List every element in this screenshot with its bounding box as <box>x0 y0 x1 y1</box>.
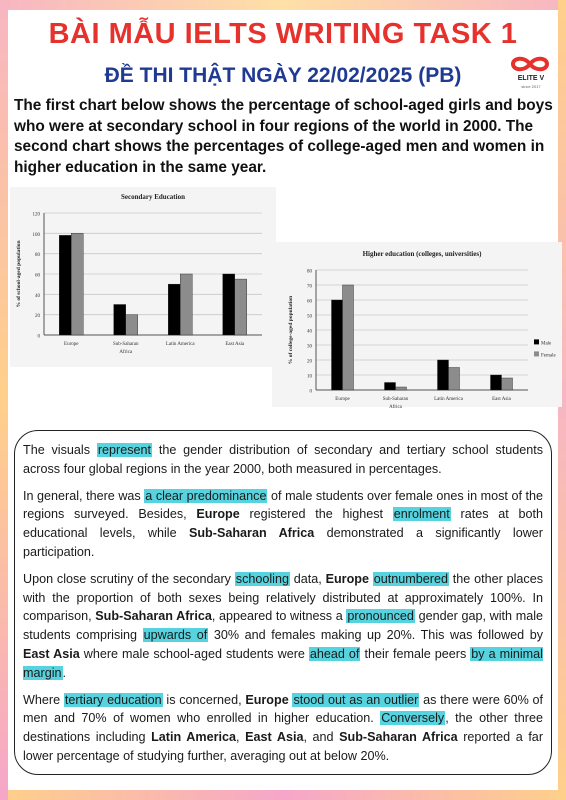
highlighted-phrase: schooling <box>235 571 289 586</box>
chart-title: Higher education (colleges, universities) <box>362 250 482 258</box>
x-tick-label: Africa <box>119 350 133 355</box>
essay-paragraph-1 <box>23 441 543 479</box>
x-tick-label: Europe <box>64 342 79 347</box>
bar-male <box>385 383 396 391</box>
essay-text: , <box>236 730 246 745</box>
essay-paragraph-4 <box>23 691 543 766</box>
essay-paragraph-3 <box>23 570 543 683</box>
bold-region-name: Europe <box>245 692 289 707</box>
decorative-border-top <box>0 0 566 10</box>
essay-text: registered the highest <box>239 507 393 522</box>
page-title: BÀI MẪU IELTS WRITING TASK 1 <box>48 18 518 50</box>
y-tick-label: 10 <box>307 374 312 380</box>
essay-text: data, <box>289 571 326 586</box>
essay-text: as there were 60% of men and 70% of women who enrolled in higher education. <box>23 692 544 726</box>
page-subtitle: ĐỀ THI THẬT NGÀY 22/02/2025 (PB) <box>104 64 462 87</box>
bar-female <box>502 378 513 390</box>
bar-series-1 <box>59 235 71 335</box>
bar-series-2 <box>126 315 138 335</box>
highlighted-phrase: enrolment <box>393 507 450 522</box>
y-tick-label: 120 <box>32 212 40 218</box>
essay-text: their female peers <box>360 646 471 661</box>
y-tick-label: 50 <box>307 314 312 320</box>
brand-tagline: since 2017 <box>521 84 541 89</box>
bar-female <box>449 368 460 391</box>
brand-name: ELITE V <box>517 75 545 82</box>
bar-male <box>332 300 343 390</box>
legend-label: Male <box>541 341 552 347</box>
higher-education-chart <box>272 242 562 410</box>
bar-series-2 <box>71 233 83 335</box>
essay-text: , the other three destinations including <box>23 711 543 745</box>
x-tick-label: East Asia <box>492 397 511 402</box>
essay-text: the other places with the proportion of both sexes being relatively distributed at approximately 100%. In comparison, <box>23 571 543 624</box>
bold-region-name: Sub-Saharan Africa <box>95 609 212 624</box>
bold-region-name: East Asia <box>23 646 80 661</box>
y-tick-label: 40 <box>35 293 40 299</box>
x-tick-label: Africa <box>389 405 402 410</box>
bar-series-1 <box>168 284 180 335</box>
highlighted-phrase: tertiary education <box>64 692 162 707</box>
essay-text: demonstrated a significantly lower participation. <box>23 526 544 559</box>
y-axis-label: % of school-aged population <box>16 240 22 308</box>
secondary-education-chart <box>10 187 276 367</box>
task-prompt: The first chart below shows the percentage of school-aged girls and boys who were at secondary school in four regions of the world in 2000. The second chart shows the percentages of college-aged men and women in higher education in the same year. <box>14 97 553 176</box>
y-tick-label: 0 <box>309 389 312 395</box>
highlighted-phrase: stood out as an outlier <box>293 692 419 707</box>
bold-region-name: Latin America <box>151 730 237 745</box>
essay-text: gender gap, with male students comprising <box>23 609 543 643</box>
bold-region-name: Sub-Saharan Africa <box>339 730 458 745</box>
essay-text: 30% and females making up 20%. This was followed by <box>208 628 543 643</box>
bar-series-2 <box>180 274 192 335</box>
essay-paragraph-2 <box>23 487 543 562</box>
x-tick-label: Latin America <box>434 397 463 402</box>
y-axis-label: % of college-aged population <box>288 295 294 365</box>
x-tick-label: Latin America <box>165 342 195 347</box>
essay-text: . <box>62 665 66 680</box>
bold-region-name: Europe <box>196 507 240 522</box>
y-tick-label: 30 <box>307 344 312 350</box>
y-tick-label: 0 <box>37 334 40 340</box>
bar-series-1 <box>114 305 126 336</box>
y-tick-label: 100 <box>32 232 40 238</box>
bar-male <box>491 375 502 390</box>
x-tick-label: Europe <box>335 397 350 402</box>
legend-label: Female <box>541 353 556 359</box>
y-tick-label: 20 <box>35 314 40 320</box>
y-tick-label: 60 <box>307 299 312 305</box>
essay-text: where male school-aged students were <box>79 646 309 661</box>
essay-text: Upon close scrutiny of the secondary <box>23 571 235 586</box>
y-tick-label: 60 <box>35 273 40 279</box>
x-tick-label: Sub-Saharan <box>112 342 139 347</box>
highlighted-phrase: pronounced <box>347 609 414 624</box>
essay-text: The visuals <box>23 443 97 457</box>
decorative-border-bottom <box>0 790 566 800</box>
bold-region-name: Sub-Saharan Africa <box>188 526 315 541</box>
essay-text: Where <box>23 692 64 707</box>
essay-text: , appeared to witness a <box>211 609 347 624</box>
highlighted-phrase: upwards of <box>143 628 208 643</box>
highlighted-phrase: by a minimal margin <box>23 646 543 680</box>
bold-region-name: East Asia <box>245 730 304 745</box>
y-tick-label: 80 <box>307 269 312 275</box>
x-tick-label: Sub-Saharan <box>382 397 409 402</box>
essay-text: , and <box>303 730 340 745</box>
highlighted-phrase: outnumbered <box>373 571 448 586</box>
sample-essay <box>14 430 552 775</box>
bold-region-name: Europe <box>325 571 369 586</box>
decorative-border-left <box>0 0 8 800</box>
essay-text: reported a far lower percentage of studying further, averaging out at below 20%. <box>23 730 544 763</box>
highlighted-phrase: Conversely <box>381 711 445 726</box>
legend-swatch <box>534 351 539 356</box>
bar-female <box>396 387 407 390</box>
highlighted-phrase: ahead of <box>309 646 360 661</box>
essay-text: the gender distribution of secondary and tertiary school students across four global regions in the year 2000, both measured in percentages. <box>23 443 544 476</box>
essay-text: of male students over female ones in most of the regions surveyed. Besides, <box>23 488 543 522</box>
bar-male <box>438 360 449 390</box>
chart-title: Secondary Education <box>121 193 185 201</box>
y-tick-label: 20 <box>307 359 312 365</box>
highlighted-phrase: represent <box>97 443 152 457</box>
legend-swatch <box>534 339 539 344</box>
y-tick-label: 40 <box>307 329 312 335</box>
y-tick-label: 70 <box>307 284 312 290</box>
essay-text: In general, there was <box>23 488 145 503</box>
secondary-education-chart-svg <box>10 187 276 367</box>
highlighted-phrase: a clear predominance <box>145 488 267 503</box>
bar-female <box>343 285 354 390</box>
bar-series-2 <box>235 279 247 335</box>
x-tick-label: East Asia <box>225 342 245 347</box>
y-tick-label: 80 <box>35 253 40 259</box>
essay-text: rates at both educational levels, while <box>23 507 543 541</box>
higher-education-chart-svg <box>272 242 562 410</box>
bar-series-1 <box>223 274 235 335</box>
essay-text: is concerned, <box>162 692 246 707</box>
